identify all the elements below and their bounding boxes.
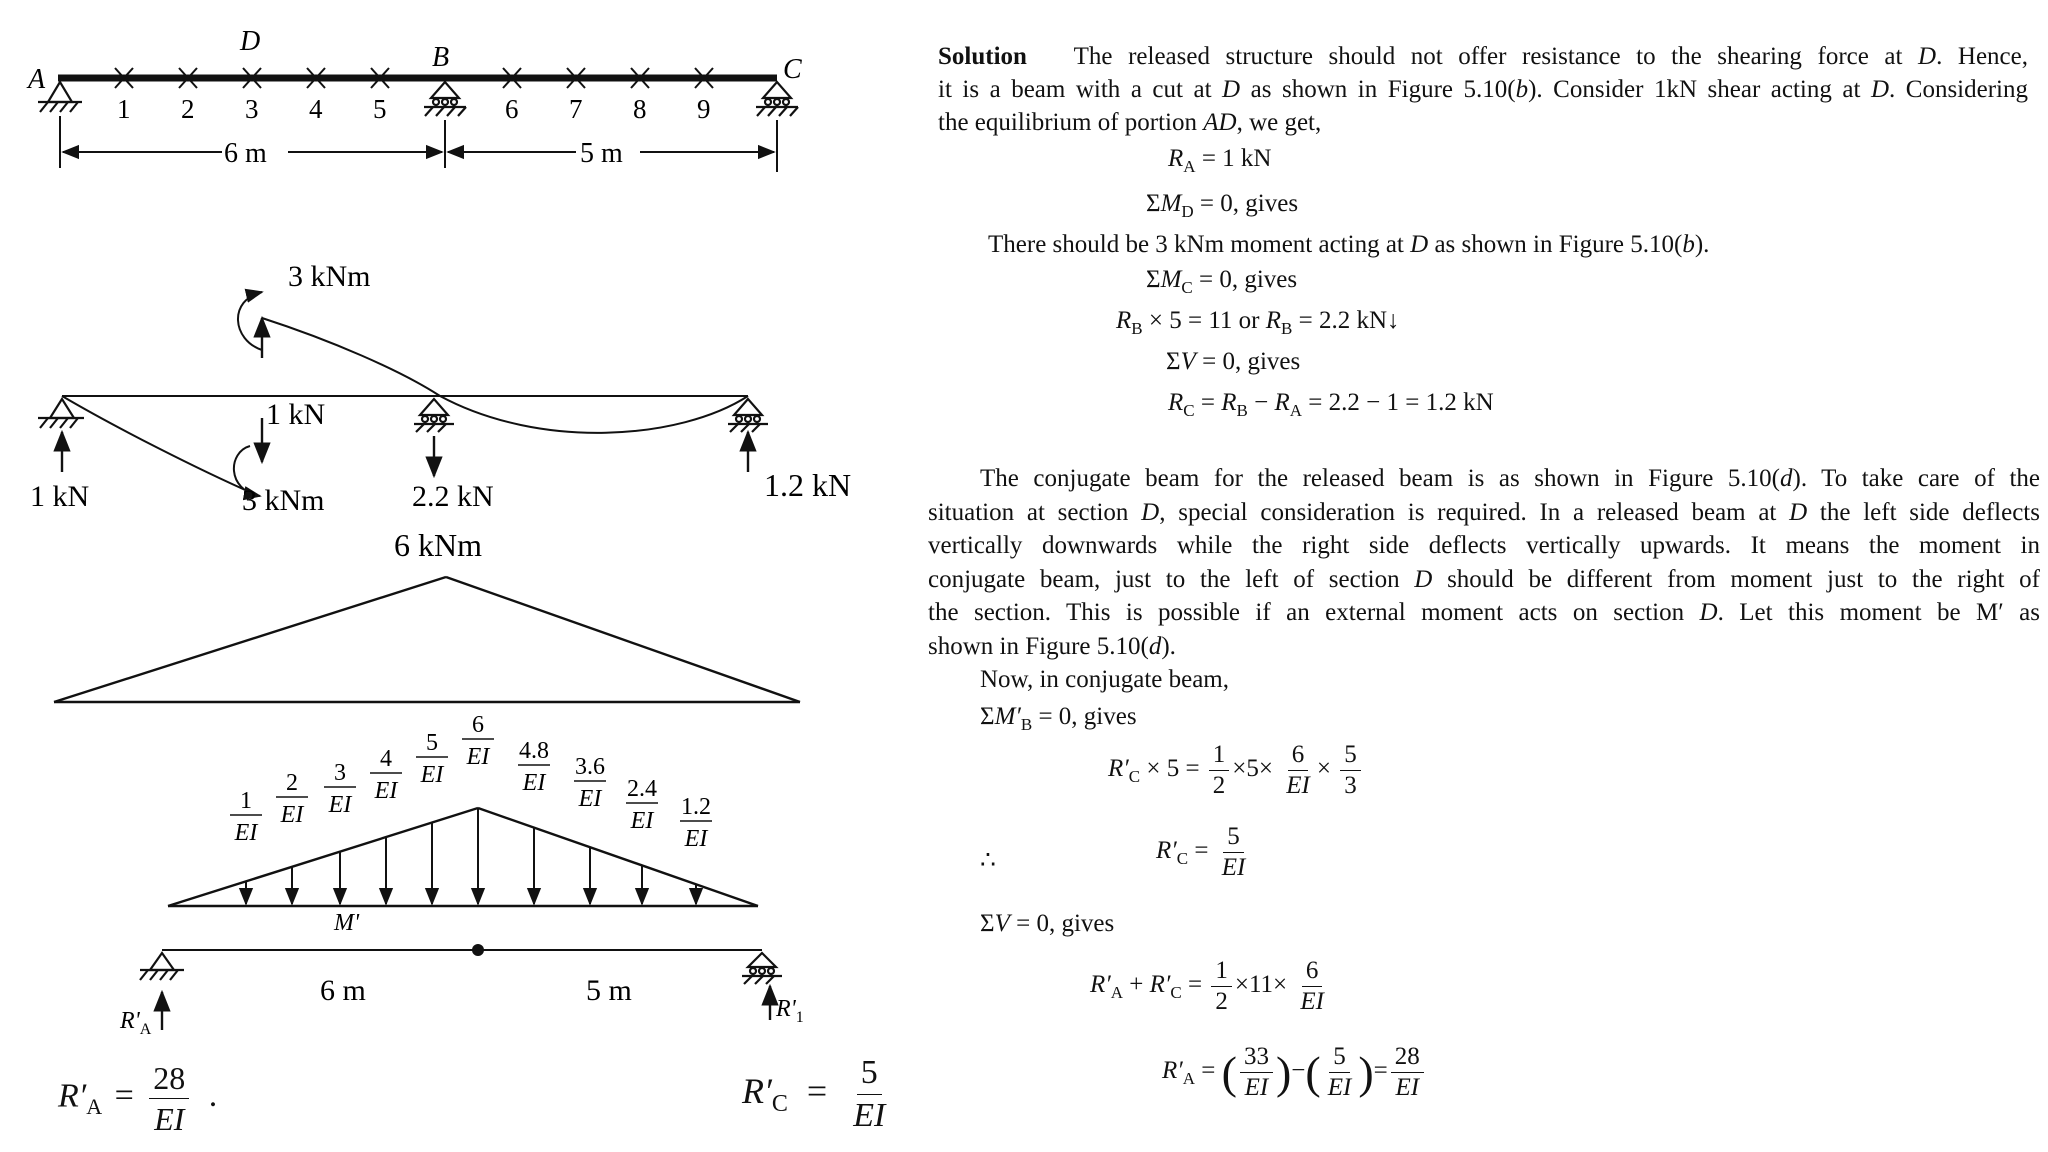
section-number: 2 [181, 94, 195, 124]
load-label-num: 2.4 [627, 776, 657, 802]
conjugate-loading [168, 712, 758, 936]
section-numbers [117, 94, 711, 124]
roller-support-b [424, 82, 466, 116]
conjugate-ra-sub: A [139, 1021, 152, 1038]
result-rc-sub: C [771, 1090, 788, 1117]
conjugate-ra-label: R' [120, 1008, 140, 1034]
result-ra-num: 28 [149, 1058, 189, 1099]
load-label-num: 6 [472, 712, 484, 738]
eq-rc-prime-moment: $R'_C \times 5$ = $\frac{1}{2}$ ×5× $\frac{6}{EI}$ × $\frac{5}{3}$ [1108, 740, 1364, 801]
reaction-b-label: 2.2 kN [412, 480, 494, 513]
fixed-support-a-released [38, 399, 84, 428]
load-label-num: 4.8 [519, 738, 549, 764]
moment-m-prime-label: M' [334, 910, 360, 936]
para1-line2: it is a beam with a cut at D as shown in Figure 5.10(b). Consider 1kN shear acting at D. Considering [938, 76, 2028, 103]
load-label-den: EI [374, 778, 398, 804]
eq-sum-mc: $\Sigma M_C = 0$, gives [1146, 266, 1298, 297]
conjugate-span-left: 6 m [320, 974, 366, 1007]
deflected-shape-left [62, 396, 252, 493]
load-label-num: 1 [240, 788, 252, 814]
eq-ra-plus-rc: $R'_A + R'_C$ = $\frac{1}{2}$ ×11× $\frac{6}{EI}$ [1090, 957, 1324, 1015]
result-rc-num: 5 [857, 1052, 882, 1095]
load-arrows [246, 808, 696, 904]
roller-support-c [756, 82, 798, 116]
section-number: 3 [245, 94, 259, 124]
result-ra-sub: A [86, 1094, 103, 1120]
shear-force-label: 1 kN [266, 398, 326, 431]
result-ra-den: EI [154, 1101, 185, 1137]
conjugate-paragraph-line: shown in Figure 5.10(d). [928, 632, 1176, 660]
load-label-den: EI [578, 786, 602, 812]
hinge-d [472, 944, 484, 956]
conjugate-rc-sub: 1 [795, 1009, 804, 1026]
beam-figure [0, 0, 940, 1152]
section-number: 1 [117, 94, 131, 124]
load-label-den: EI [630, 808, 654, 834]
load-label-den: EI [280, 802, 304, 828]
moment-bottom-label: 3 kNm [242, 484, 325, 517]
deflected-shape-right [262, 318, 748, 433]
eq-sum-v: ΣV = 0, gives [1166, 348, 1301, 375]
conjugate-span-right: 5 m [586, 974, 632, 1007]
eq-sum-v-prime: ΣV = 0, gives [980, 910, 1115, 937]
conjugate-rc-label: R' [776, 996, 796, 1022]
conjugate-paragraph-line: the section. This is possible if an external moment acts on section D. Let this moment be M′ as [928, 599, 2040, 626]
eq-rc: $R_C = R_B - R_A = 2.2 - 1 = 1.2$ kN [1168, 389, 1494, 420]
load-label-num: 3 [334, 760, 346, 786]
span-right-label: 5 m [580, 138, 623, 169]
conjugate-paragraph-line: conjugate beam, just to the left of section D should be different from moment just to the right of [928, 565, 2040, 593]
conjugate-paragraph-line: The conjugate beam for the released beam is as shown in Figure 5.10(d). To take care of the [980, 465, 2040, 492]
conjugate-paragraph-line: situation at section D, special consideration is required. In a released beam at D the left side deflects [928, 498, 2040, 526]
conjugate-support-a [140, 953, 184, 980]
dimension-lines [60, 116, 777, 172]
section-number: 7 [569, 94, 583, 124]
moment-arc-top [238, 292, 262, 350]
load-label-num: 1.2 [681, 794, 711, 820]
result-rc: $R'_C$ = $\frac{5}{EI}$ [742, 1052, 892, 1137]
section-number: 5 [373, 94, 387, 124]
load-label-den: EI [420, 762, 444, 788]
result-rc-den: EI [853, 1097, 886, 1134]
released-beam [30, 260, 851, 517]
section-number: 4 [309, 94, 323, 124]
therefore-symbol: ∴ [980, 847, 996, 874]
para1-line3: the equilibrium of portion AD, we get, [938, 109, 1322, 136]
eq-rb: $R_B \times 5 = 11$ or $R_B = 2.2$ kN↓ [1116, 307, 1400, 338]
load-label-num: 5 [426, 730, 438, 756]
load-label-num: 3.6 [575, 754, 605, 780]
result-ra-fraction [149, 1058, 189, 1139]
label-c: C [783, 54, 802, 85]
label-a: A [28, 64, 46, 95]
section-number: 8 [633, 94, 647, 124]
conjugate-support-c [742, 953, 782, 984]
eq-sum-mb-prime: $\Sigma M'_B = 0$, gives [980, 703, 1137, 734]
eq-sum-md: $\Sigma M_D = 0$, gives [1146, 190, 1299, 221]
solution-heading: Solution [938, 43, 1027, 70]
load-label-den: EI [234, 820, 258, 846]
section-number: 6 [505, 94, 519, 124]
para-now: Now, in conjugate beam, [980, 666, 1229, 693]
eq-ra: $R_A = 1$ kN [1168, 145, 1272, 176]
load-label-den: EI [328, 792, 352, 818]
para-moment-note: There should be 3 kNm moment acting at D as shown in Figure 5.10(b). [988, 231, 1710, 258]
load-label-den: EI [684, 826, 708, 852]
para1-line1: The released structure should not offer resistance to the shearing force at D. Hence, [1073, 43, 2029, 70]
section-number: 9 [697, 94, 711, 124]
svg-text:R'A [119, 1008, 152, 1038]
label-b: B [432, 42, 450, 73]
result-ra-lhs: R′ [58, 1077, 87, 1115]
label-d: D [240, 26, 261, 57]
svg-text:R'1 [775, 996, 804, 1026]
eq-rc-prime-result: $R'_C$ = $\frac{5}{EI}$ [1156, 823, 1246, 881]
solution-para-1c [938, 106, 1321, 140]
span-left-label: 6 m [224, 138, 267, 169]
reaction-a-label: 1 kN [30, 480, 90, 513]
load-label-num: 2 [286, 770, 298, 796]
original-beam [26, 26, 802, 172]
load-labels [230, 712, 712, 852]
load-label-num: 4 [380, 746, 392, 772]
reaction-c-label: 1.2 kN [764, 467, 852, 503]
moment-diagram [54, 527, 800, 702]
conjugate-beam [119, 944, 804, 1038]
moment-top-label: 3 kNm [288, 260, 371, 293]
result-ra: $R'_A$ = $\frac{28}{EI}$ . [58, 1060, 218, 1137]
conjugate-paragraph-line: vertically downwards while the right side deflects vertically upwards. It means the moment in [928, 532, 2040, 559]
solution-para-1b [938, 73, 2028, 107]
solution-para-1 [938, 40, 2028, 74]
load-label-den: EI [522, 770, 546, 796]
eq-ra-prime-result: $R'_A$ = ( $\frac{33}{EI}$ )−( $\frac{5}{EI}$ )= $\frac{28}{EI}$ [1162, 1042, 1427, 1103]
result-rc-lhs: R′ [742, 1070, 772, 1111]
moment-peak-label: 6 kNm [394, 527, 482, 563]
result-rc-fraction [849, 1052, 889, 1137]
roller-support-b-released [414, 399, 454, 432]
load-label-den: EI [466, 744, 490, 770]
